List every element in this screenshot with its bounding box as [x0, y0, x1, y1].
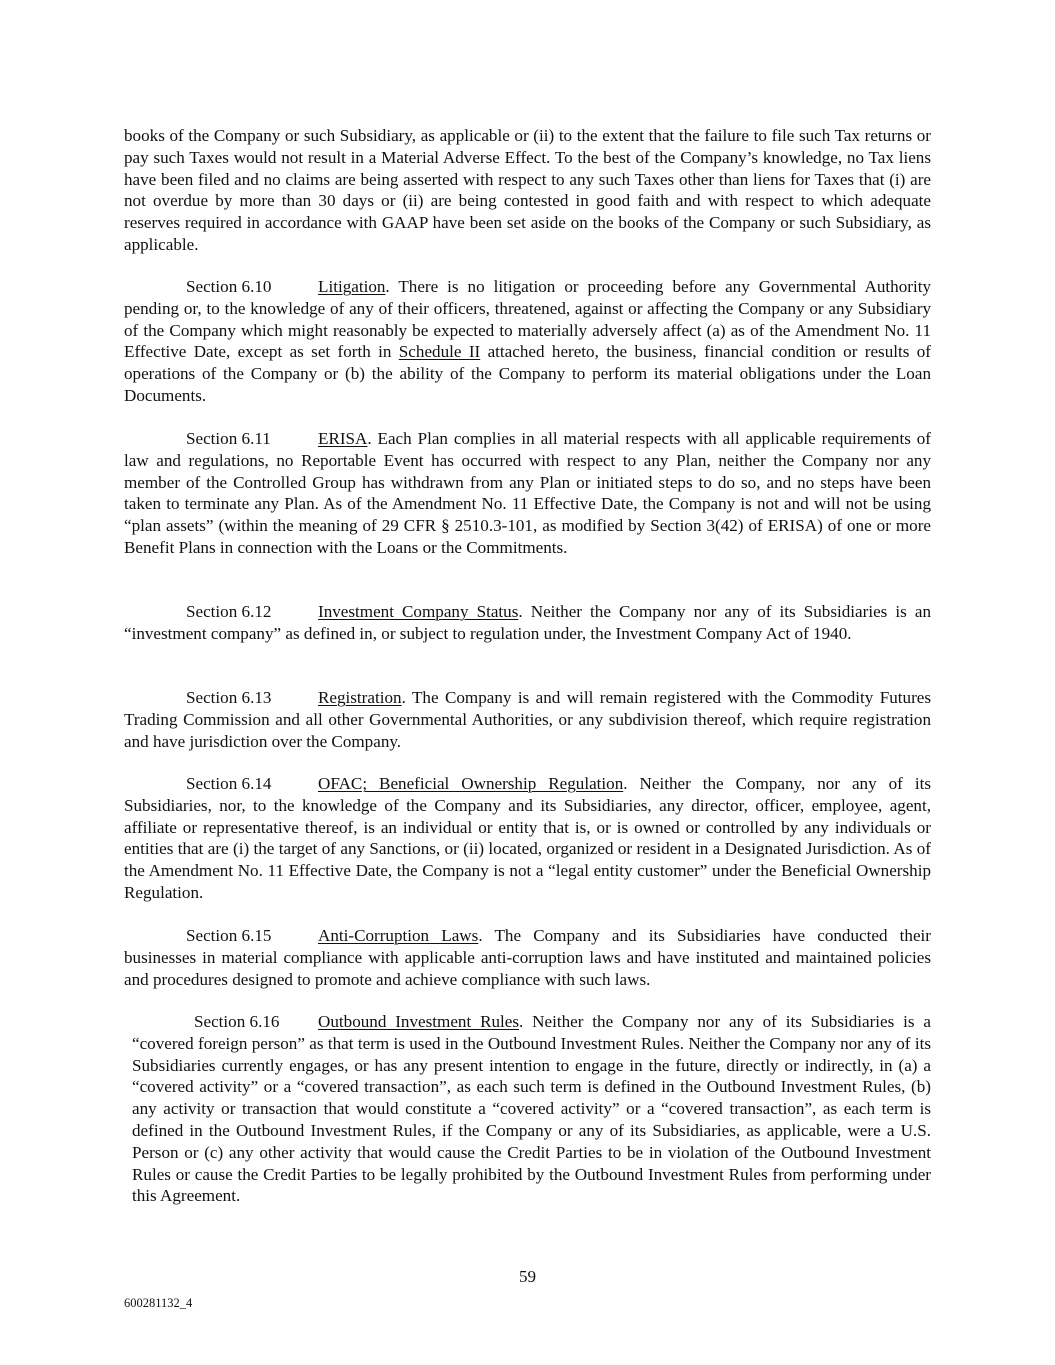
section-body: . Neither the Company nor any of its Subsidiaries is an “investment company” as defined in, or subject to regulation under, the Investment Company Act of 1940. [124, 602, 931, 643]
section-6-12 [124, 601, 931, 645]
section-body: . The Company is and will remain registered with the Commodity Futures Trading Commission and all other Governmental Authorities, or any subdivision thereof, which require registration and have jurisdiction over the Company. [124, 688, 931, 751]
section-body-continued: attached hereto, the business, financial condition or results of operations of the Company or (b) the ability of the Company to perform its material obligations under the Loan Documents. [124, 342, 931, 405]
page-number: 59 [518, 1267, 537, 1286]
section-number: Section 6.16 [194, 1012, 280, 1031]
section-6-13 [124, 687, 931, 752]
section-number: Section 6.10 [186, 277, 272, 296]
section-heading: Registration [318, 688, 402, 707]
section-6-16 [132, 1011, 931, 1207]
section-number: Section 6.13 [186, 688, 272, 707]
section-6-11 [124, 428, 931, 559]
section-heading: OFAC; Beneficial Ownership Regulation [318, 774, 624, 793]
section-body: . Neither the Company nor any of its Subsidiaries is a “covered foreign person” as that term is used in the Outbound Investment Rules. Neither the Company nor any of its Subsidiaries currently engages, or has any present intention to engage in the future, directly or indirectly, in (a) a “covered activity” or a “covered transaction”, as each such term is defined in the Outbound Investment Rules, (b) any activity or transaction that would constitute a “covered activity” or a “covered transaction”, as each term is defined in the Outbound Investment Rules, if the Company or any of its Subsidiaries, as applicable, were a U.S. Person or (c) any other activity that would cause the Credit Parties to be in violation of the Outbound Investment Rules or cause the Credit Parties to be legally prohibited by the Outbound Investment Rules from performing under this Agreement. [132, 1012, 932, 1206]
section-body: . Each Plan complies in all material respects with all applicable requirements of law and regulations, no Reportable Event has occurred with respect to any Plan, neither the Company nor any member of the Controlled Group has withdrawn from any Plan or initiated steps to do so, and no steps have been taken to terminate any Plan. As of the Amendment No. 11 Effective Date, the Company is not and will not be using “plan assets” (within the meaning of 29 CFR § 2510.3-101, as modified by Section 3(42) of ERISA) of one or more Benefit Plans in connection with the Loans or the Commitments. [124, 429, 931, 557]
document-id: 600281132_4 [124, 1296, 193, 1310]
section-number: Section 6.11 [186, 429, 271, 448]
section-number: Section 6.15 [186, 926, 272, 945]
section-heading: Investment Company Status [318, 602, 519, 621]
section-body: . Neither the Company, nor any of its Subsidiaries, nor, to the knowledge of the Company and its Subsidiaries, any director, officer, employee, agent, affiliate or representative thereof, is an individual or entity that is, or is owned or controlled by any individuals or entities that are (i) the target of any Sanctions, or (ii) located, organized or resident in a Designated Jurisdiction. As of the Amendment No. 11 Effective Date, the Company is not a “legal entity customer” under the Beneficial Ownership Regulation. [124, 774, 931, 902]
section-number: Section 6.14 [186, 774, 272, 793]
section-body: . There is no litigation or proceeding before any Governmental Authority pending or, to the knowledge of any of their officers, threatened, against or affecting the Company or any Subsidiary of the Company which might reasonably be expected to materially adversely affect (a) as of the Amendment No. 11 Effective Date, except as set forth in [124, 277, 931, 362]
section-6-10 [124, 276, 931, 407]
section-6-15 [124, 925, 931, 990]
section-heading: Outbound Investment Rules [318, 1012, 520, 1031]
section-heading: Litigation [318, 277, 386, 296]
section-heading: ERISA [318, 429, 368, 448]
carryover-paragraph: books of the Company or such Subsidiary, as applicable or (ii) to the extent that the failure to file such Tax returns or pay such Taxes would not result in a Material Adverse Effect. To the best of the Company’s knowledge, no Tax liens have been filed and no claims are being asserted with respect to any such Taxes other than liens for Taxes that (i) are not overdue by more than 30 days or (ii) are being contested in good faith and with respect to which adequate reserves required in accordance with GAAP have been set aside on the books of the Company or such Subsidiary, as applicable. [124, 126, 931, 254]
section-heading: Anti-Corruption Laws [318, 926, 479, 945]
section-body: . The Company and its Subsidiaries have conducted their businesses in material compliance with applicable anti-corruption laws and have instituted and maintained policies and procedures designed to promote and achieve compliance with such laws. [124, 926, 931, 989]
section-number: Section 6.12 [186, 602, 272, 621]
section-6-14 [124, 773, 931, 904]
schedule-reference: Schedule II [398, 342, 481, 362]
